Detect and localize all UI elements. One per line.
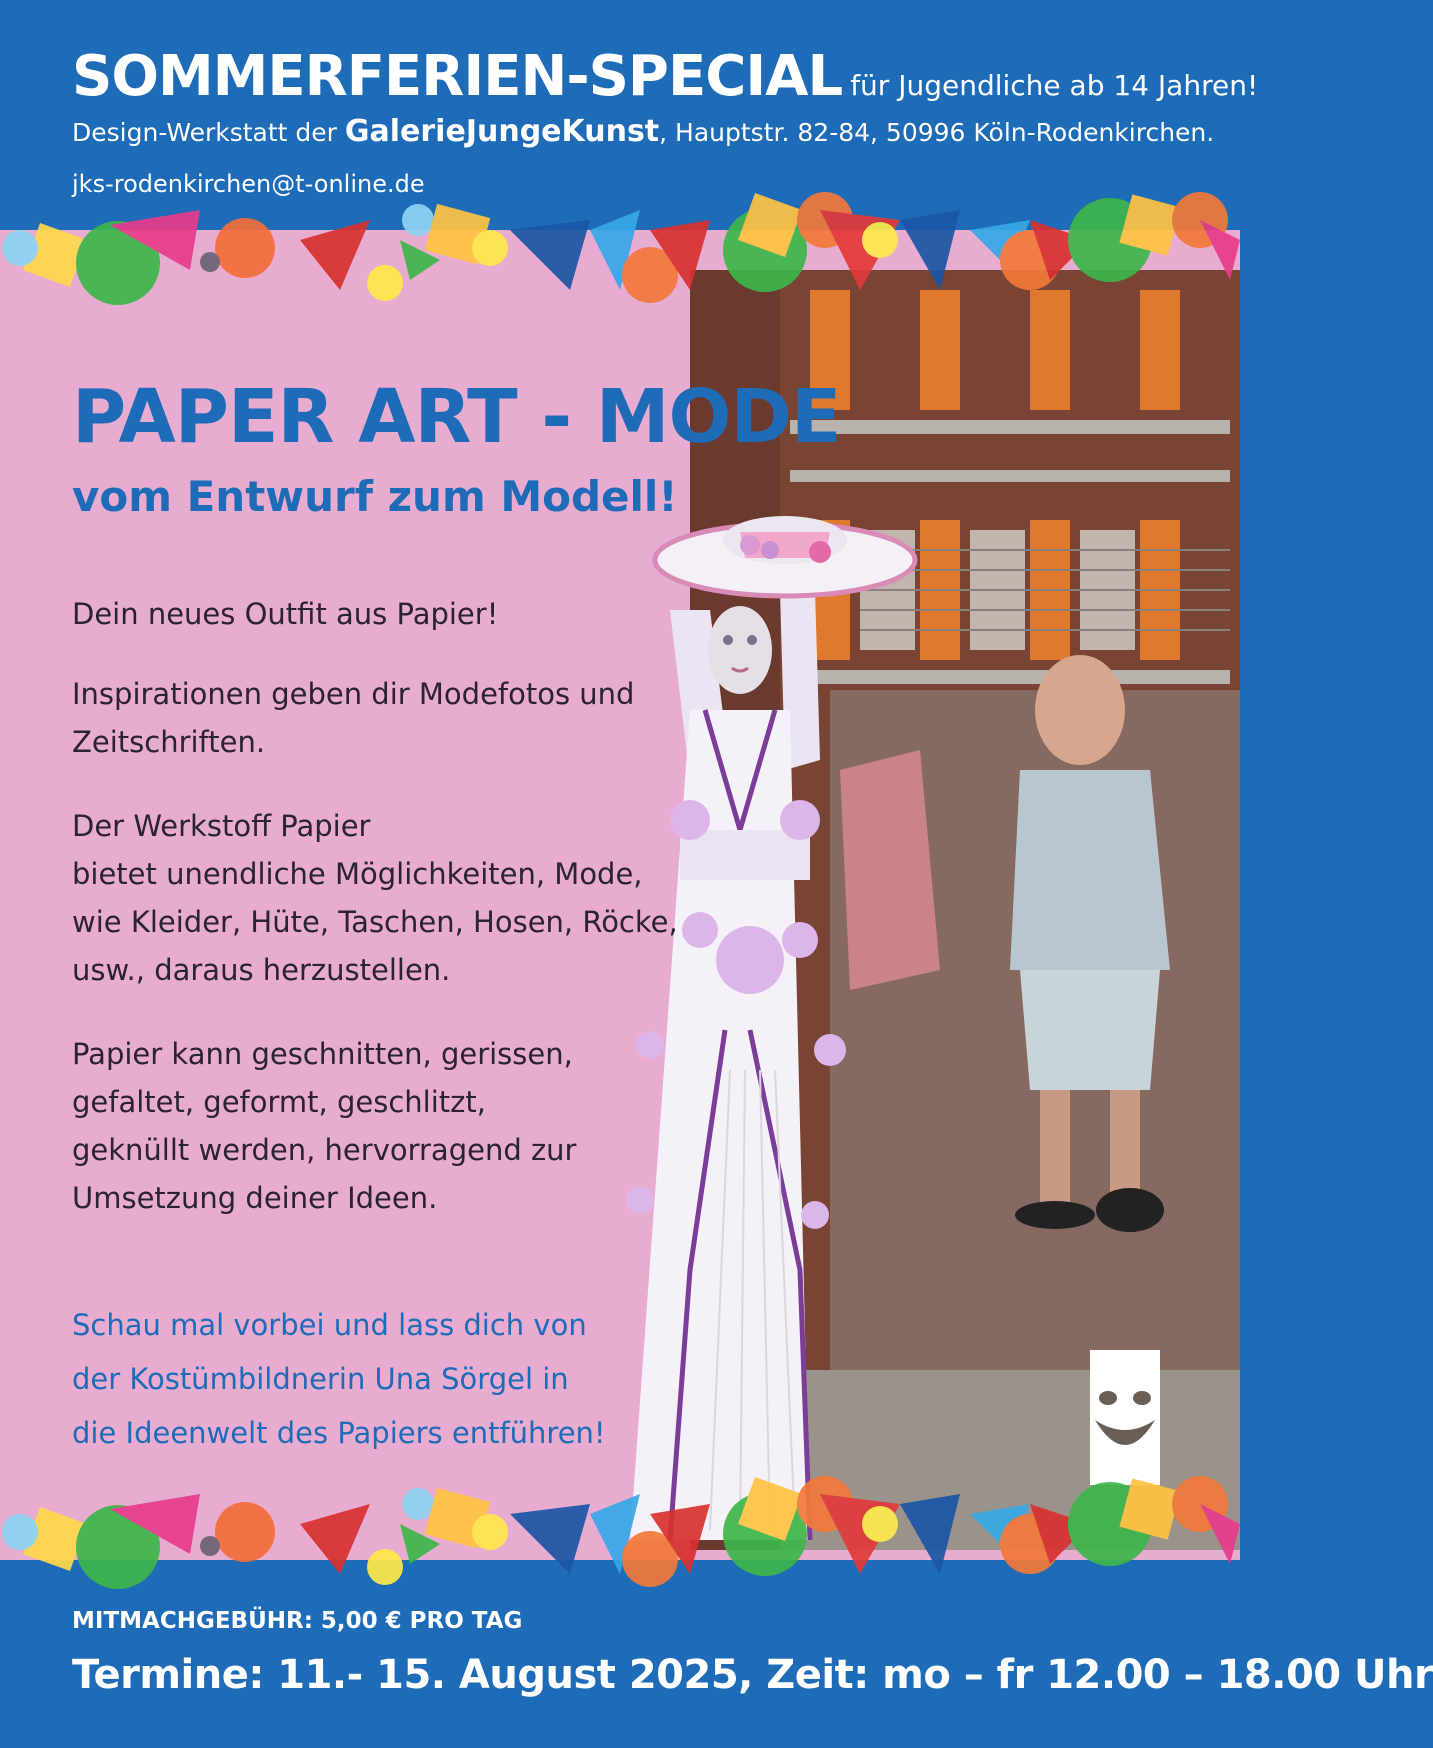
venue-line: [72, 114, 1214, 149]
technique-paragraph: [72, 1030, 576, 1222]
text-line: Zeitschriften.: [72, 725, 266, 759]
text-line: geknüllt werden, hervorragend zur: [72, 1133, 577, 1167]
venue-prefix: Design-Werkstatt der: [72, 118, 345, 147]
headline: SOMMERFERIEN-SPECIAL: [72, 44, 843, 109]
intro-paragraph: [72, 590, 498, 638]
page-title: PAPER ART - MODE: [72, 374, 841, 460]
text-line: Dein neues Outfit aus Papier!: [72, 597, 499, 631]
gallery-mask-logo: [1090, 1350, 1160, 1485]
text-line: usw., daraus herzustellen.: [72, 953, 451, 987]
email-contact[interactable]: jks-rodenkirchen@t-online.de: [72, 170, 425, 198]
inspiration-paragraph: [72, 670, 634, 766]
text-line: Der Werkstoff Papier: [72, 809, 371, 843]
material-paragraph: [72, 802, 678, 994]
confetti-border-bottom: [0, 1484, 1240, 1604]
text-line: Schau mal vorbei und lass dich von: [72, 1308, 587, 1342]
confetti-border-top: [0, 200, 1240, 320]
invitation-paragraph: [72, 1298, 606, 1460]
event-dates: Termine: 11.- 15. August 2025, Zeit: mo – fr 12.00 – 18.00 Uhr: [72, 1652, 1433, 1698]
text-line: Inspirationen geben dir Modefotos und: [72, 677, 635, 711]
text-line: gefaltet, geformt, geschlitzt,: [72, 1085, 486, 1119]
headline-row: [72, 44, 1258, 109]
gallery-brand: GalerieJungeKunst: [344, 114, 660, 149]
text-line: wie Kleider, Hüte, Taschen, Hosen, Röcke,: [72, 905, 678, 939]
text-line: Papier kann geschnitten, gerissen,: [72, 1037, 573, 1071]
text-line: Umsetzung deiner Ideen.: [72, 1181, 438, 1215]
page-subtitle: vom Entwurf zum Modell!: [72, 472, 678, 521]
text-line: die Ideenwelt des Papiers entführen!: [72, 1416, 606, 1450]
paper-dress-photo: [690, 270, 1240, 1550]
text-line: bietet unendliche Möglichkeiten, Mode,: [72, 857, 643, 891]
participation-fee: MITMACHGEBÜHR: 5,00 € PRO TAG: [72, 1608, 523, 1634]
audience-text: für Jugendliche ab 14 Jahren!: [850, 69, 1259, 102]
text-line: der Kostümbildnerin Una Sörgel in: [72, 1362, 569, 1396]
venue-address: , Hauptstr. 82-84, 50996 Köln-Rodenkirchen.: [659, 118, 1215, 147]
